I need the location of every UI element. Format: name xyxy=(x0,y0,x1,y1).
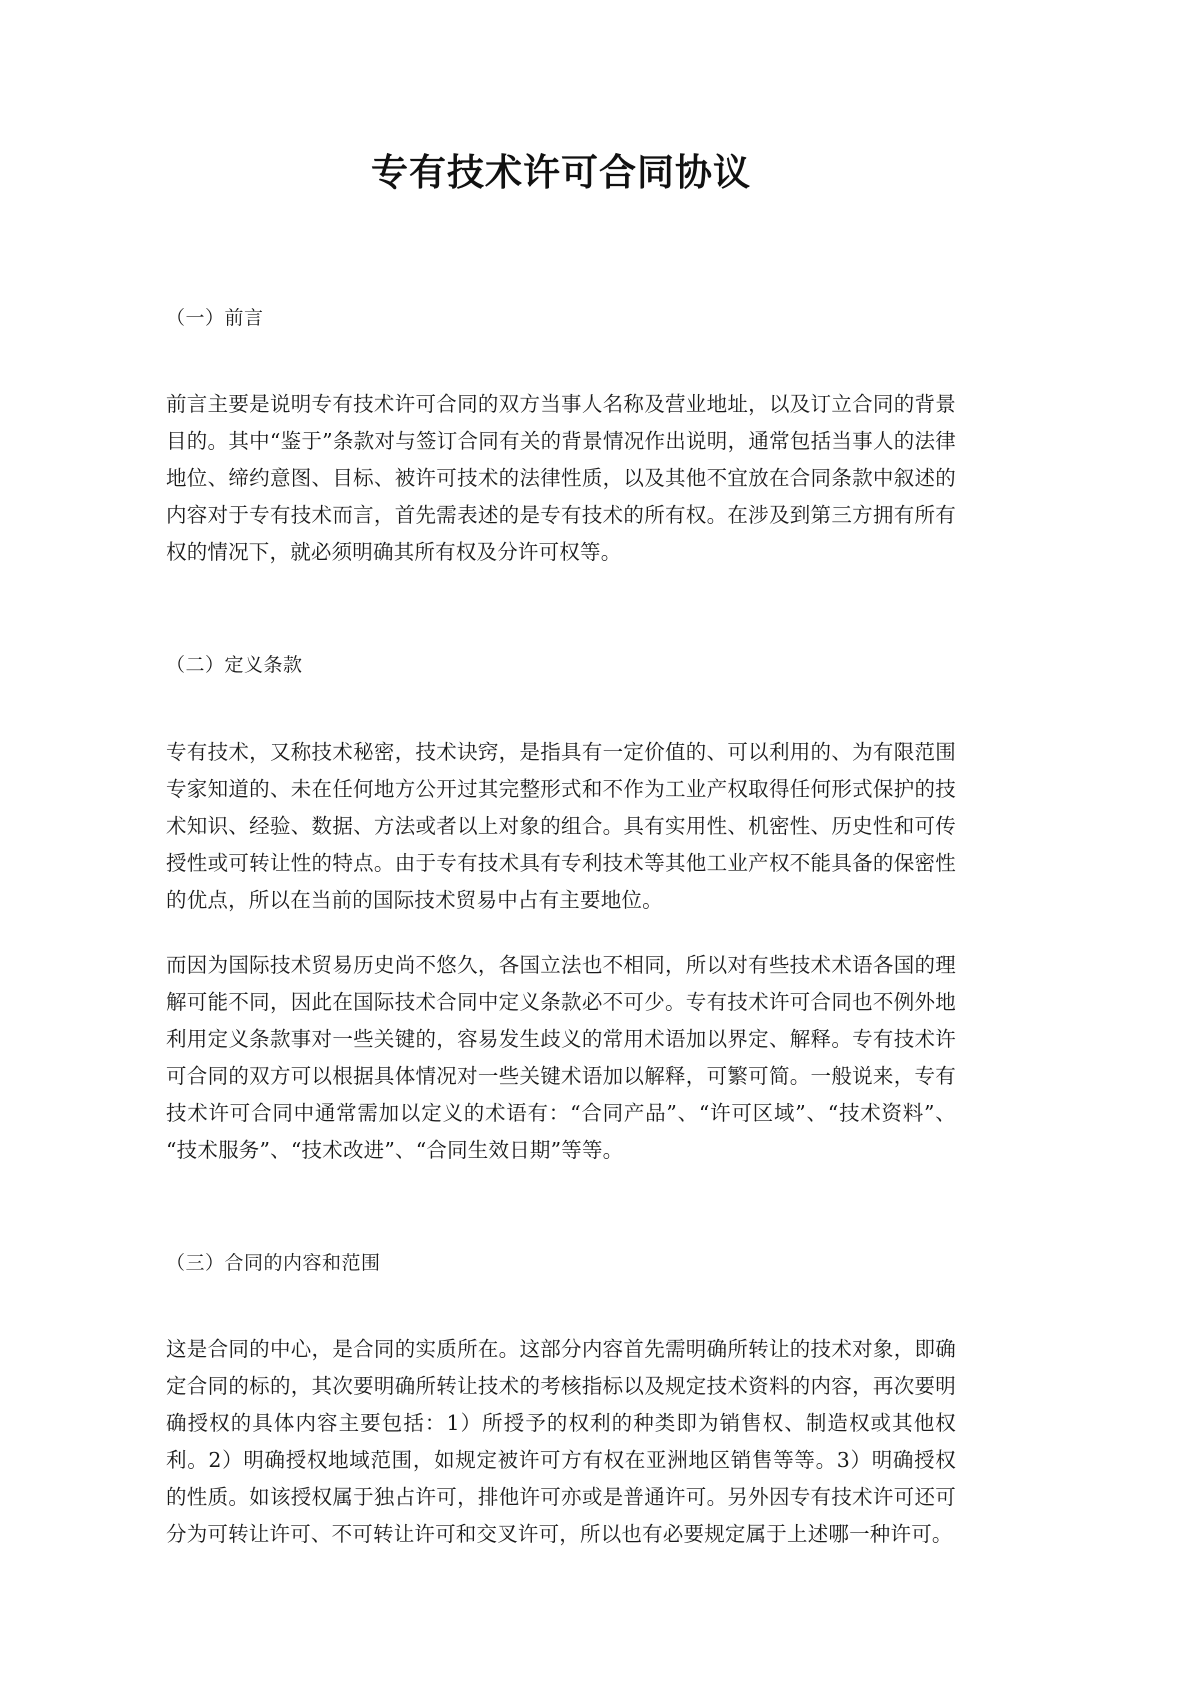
spacer xyxy=(166,1279,956,1331)
page-content xyxy=(166,0,956,1553)
spacer xyxy=(166,196,956,302)
section-heading-1: （一）前言 xyxy=(166,307,264,330)
page-title: 专有技术许可合同协议 xyxy=(371,150,751,194)
section-definitions xyxy=(166,649,956,1168)
section-scope xyxy=(166,1247,956,1553)
spacer xyxy=(166,919,956,947)
spacer xyxy=(166,682,956,734)
spacer xyxy=(166,1169,956,1247)
section-2-paragraph-1: 专有技术，又称技术秘密，技术诀窍，是指具有一定价值的、可以利用的、为有限范围专家知道的、未在任何地方公开过其完整形式和不作为工业产权取得任何形式保护的技术知识、经验、数据、方法或者以上对象的组合。具有实用性、机密性、历史性和可传授性或可转让性的特点。由于专有技术具有专利技术等其他工业产权不能具备的保密性的优点，所以在当前的国际技术贸易中占有主要地位。 xyxy=(166,739,956,912)
spacer xyxy=(166,571,956,649)
section-2-paragraph-2: 而因为国际技术贸易历史尚不悠久，各国立法也不相同，所以对有些技术术语各国的理解可能不同，因此在国际技术合同中定义条款必不可少。专有技术许可合同也不例外地利用定义条款事对一些关键的，容易发生歧义的常用术语加以界定、解释。专有技术许可合同的双方可以根据具体情况对一些关键术语加以解释，可繁可简。一般说来，专有技术许可合同中通常需加以定义的术语有：“合同产品”、“许可区域”、“技术资料”、“技术服务”、“技术改进”、“合同生效日期”等等。 xyxy=(166,952,956,1162)
spacer xyxy=(166,334,956,386)
section-heading-3: （三）合同的内容和范围 xyxy=(166,1251,381,1274)
section-preamble xyxy=(166,302,956,571)
section-1-paragraph-1: 前言主要是说明专有技术许可合同的双方当事人名称及营业地址，以及订立合同的背景目的。其中“鉴于”条款对与签订合同有关的背景情况作出说明，通常包括当事人的法律地位、缔约意图、目标、被许可技术的法律性质，以及其他不宜放在合同条款中叙述的内容对于专有技术而言，首先需表述的是专有技术的所有权。在涉及到第三方拥有所有权的情况下，就必须明确其所有权及分许可权等。 xyxy=(166,392,956,565)
section-heading-2: （二）定义条款 xyxy=(166,654,303,677)
section-3-paragraph-1: 这是合同的中心，是合同的实质所在。这部分内容首先需明确所转让的技术对象，即确定合同的标的，其次要明确所转让技术的考核指标以及规定技术资料的内容，再次要明确授权的具体内容主要包括：1）所授予的权利的种类即为销售权、制造权或其他权利。2）明确授权地域范围，如规定被许可方有权在亚洲地区销售等等。3）明确授权的性质。如该授权属于独占许可，排他许可亦或是普通许可。另外因专有技术许可还可分为可转让许可、不可转让许可和交叉许可，所以也有必要规定属于上述哪一种许可。 xyxy=(166,1336,956,1546)
